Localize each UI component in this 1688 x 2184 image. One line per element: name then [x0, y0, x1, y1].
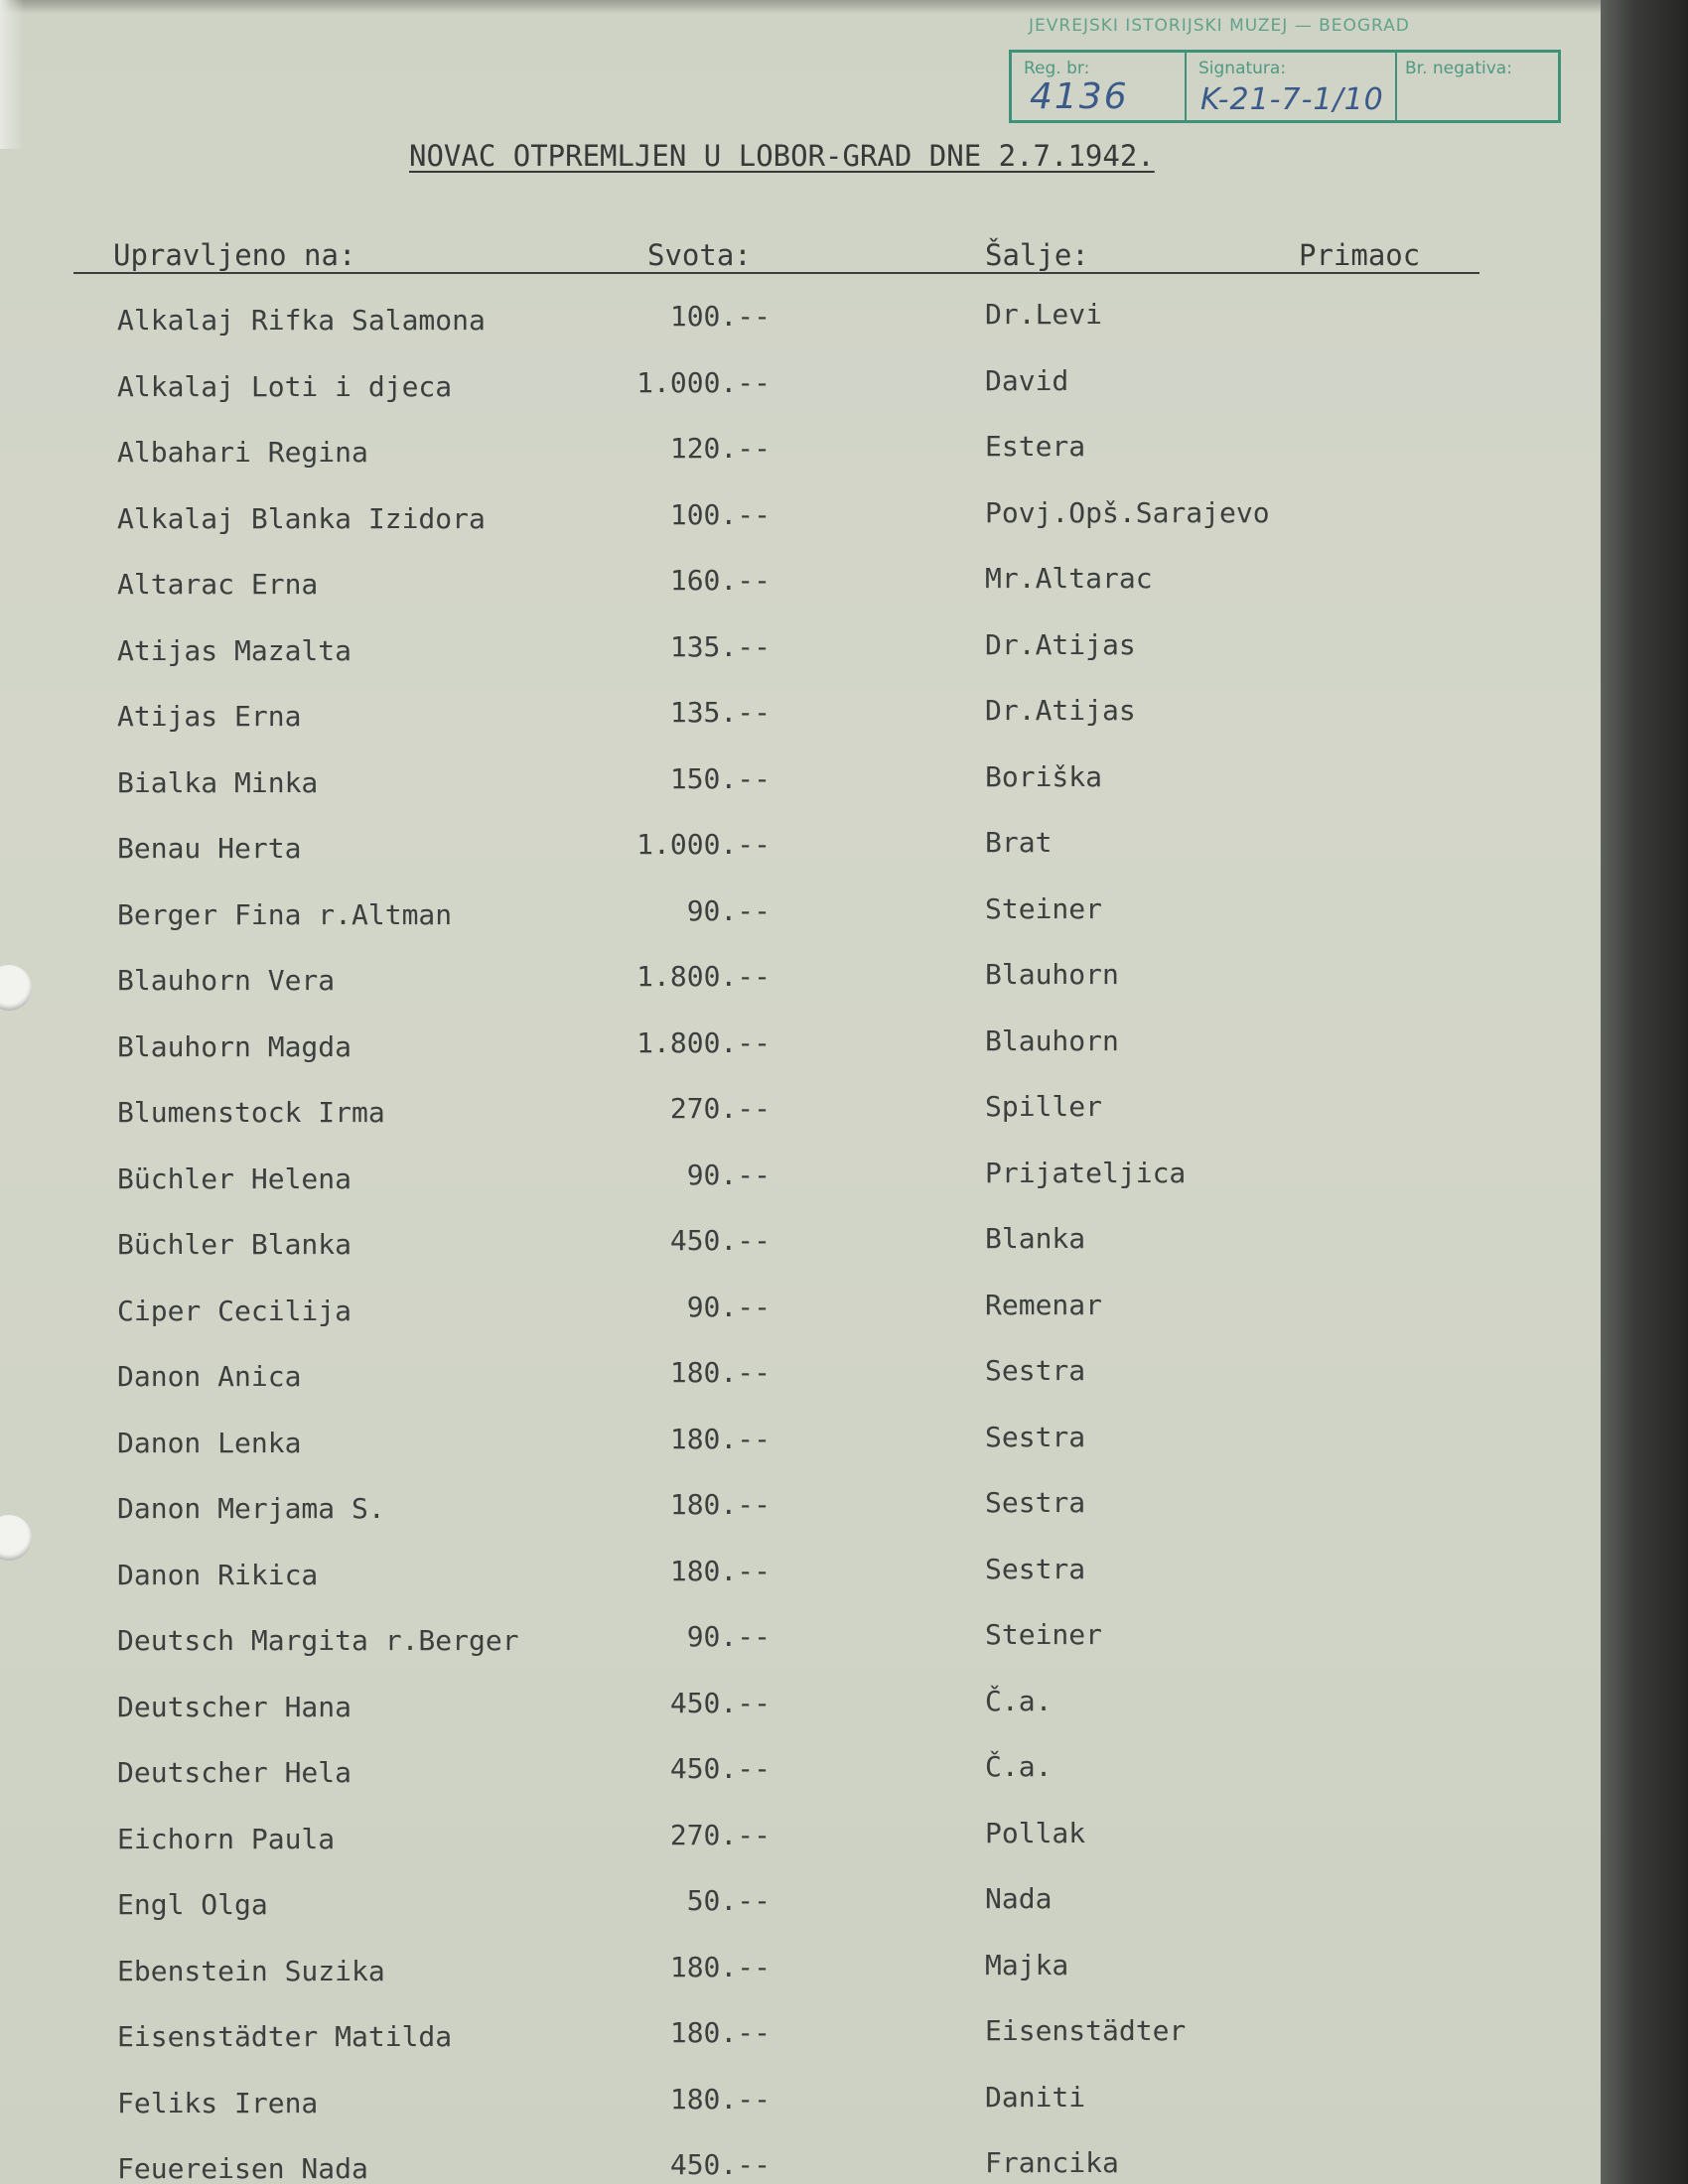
stamp-negativ-label: Br. negativa: [1405, 59, 1512, 78]
sender-name: Blanka [985, 1222, 1086, 1255]
table-row [0, 1817, 1601, 1883]
amount-value: 180.-- [669, 1356, 771, 1389]
sender-name: Spiller [985, 1090, 1103, 1123]
sender-name: Majka [985, 1948, 1069, 1981]
sender-name: Č.a. [985, 1750, 1053, 1783]
recipient-name: Deutscher Hela [117, 1756, 352, 1789]
recipient-name: Altarac Erna [117, 568, 319, 601]
stamp-signatura-cell [1187, 53, 1397, 120]
sender-name: Nada [985, 1882, 1053, 1915]
sender-name: Č.a. [985, 1684, 1053, 1717]
sender-name: Sestra [985, 1354, 1086, 1387]
recipient-name: Alkalaj Loti i djeca [117, 369, 453, 403]
recipient-name: Blumenstock Irma [117, 1096, 385, 1129]
table-row [0, 826, 1601, 892]
sender-name: Dr.Atijas [985, 627, 1136, 661]
paper-fold [0, 0, 24, 149]
recipient-name: Deutscher Hana [117, 1690, 352, 1723]
table-row [0, 628, 1601, 695]
table-row [0, 1685, 1601, 1751]
recipient-name: Feuereisen Nada [117, 2152, 368, 2184]
amount-value: 1.800.-- [636, 1025, 771, 1059]
recipient-name: Alkalaj Blanka Izidora [117, 501, 486, 535]
recipient-name: Bialka Minka [117, 765, 319, 799]
sender-name: Mr.Altarac [985, 562, 1153, 595]
column-header-sender: Šalje: [985, 238, 1089, 272]
amount-value: 450.-- [669, 1686, 771, 1719]
table-row [0, 892, 1601, 959]
amount-value: 450.-- [669, 2148, 771, 2181]
column-header-receiver: Primaoc [1299, 238, 1421, 272]
amount-value: 270.-- [669, 1818, 771, 1851]
museum-stamp-header: JEVREJSKI ISTORIJSKI MUZEJ — BEOGRAD [1029, 16, 1410, 36]
recipient-name: Danon Rikica [117, 1558, 319, 1591]
table-row [0, 1024, 1601, 1091]
sender-name: Povj.Opš.Sarajevo [985, 495, 1270, 529]
table-row [0, 1949, 1601, 2015]
table-row [0, 364, 1601, 431]
sender-name: Prijateljica [985, 1156, 1187, 1189]
sender-name: Dr.Levi [985, 298, 1103, 331]
amount-value: 100.-- [669, 300, 771, 333]
recipient-name: Feliks Irena [117, 2086, 319, 2119]
column-header-recipient: Upravljeno na: [113, 238, 356, 272]
recipient-name: Albahari Regina [117, 436, 368, 469]
recipient-name: Berger Fina r.Altman [117, 897, 453, 931]
museum-stamp [1009, 50, 1561, 123]
recipient-name: Danon Lenka [117, 1426, 302, 1459]
table-row [0, 298, 1601, 364]
sender-name: Dr.Atijas [985, 694, 1136, 727]
recipient-name: Büchler Blanka [117, 1228, 352, 1261]
table-row [0, 496, 1601, 563]
recipient-name: Engl Olga [117, 1888, 268, 1921]
table-row [0, 1157, 1601, 1223]
stamp-negativ-cell [1397, 53, 1558, 120]
sender-name: Eisenstädter [985, 2014, 1187, 2047]
recipient-name: Ebenstein Suzika [117, 1954, 385, 1987]
recipient-name: Ciper Cecilija [117, 1294, 352, 1327]
table-row [0, 2081, 1601, 2147]
amount-value: 180.-- [669, 1554, 771, 1587]
sender-name: Blauhorn [985, 1024, 1119, 1057]
sender-name: David [985, 363, 1069, 397]
amount-value: 135.-- [669, 696, 771, 729]
stamp-signatura-value: K-21-7-1/10 [1200, 82, 1384, 117]
recipient-name: Danon Merjama S. [117, 1492, 385, 1525]
amount-value: 180.-- [669, 1422, 771, 1455]
table-row [0, 1553, 1601, 1619]
table-row [0, 1882, 1601, 1949]
recipient-name: Atijas Erna [117, 700, 302, 733]
sender-name: Francika [985, 2146, 1119, 2179]
table-row [0, 958, 1601, 1024]
header-rule [73, 272, 1479, 274]
recipient-name: Büchler Helena [117, 1161, 352, 1195]
recipient-name: Deutsch Margita r.Berger [117, 1624, 519, 1657]
amount-value: 90.-- [686, 893, 771, 927]
scanner-edge [1601, 0, 1688, 2184]
amount-value: 270.-- [669, 1092, 771, 1125]
table-row [0, 1090, 1601, 1157]
stamp-reg-cell [1012, 53, 1187, 120]
table-row [0, 694, 1601, 760]
amount-value: 90.-- [686, 1290, 771, 1323]
table-row [0, 1618, 1601, 1685]
table-row [0, 562, 1601, 628]
table-row [0, 2014, 1601, 2081]
sender-name: Steiner [985, 891, 1103, 925]
amount-value: 450.-- [669, 1752, 771, 1785]
amount-value: 450.-- [669, 1224, 771, 1257]
table-row [0, 2146, 1601, 2184]
sender-name: Remenar [985, 1288, 1103, 1321]
sender-name: Brat [985, 826, 1053, 859]
column-header-amount: Svota: [647, 238, 752, 272]
amount-value: 135.-- [669, 629, 771, 663]
sender-name: Pollak [985, 1816, 1086, 1849]
recipient-name: Eisenstädter Matilda [117, 2020, 453, 2053]
recipient-name: Benau Herta [117, 832, 302, 865]
scan-top-shadow [0, 0, 1601, 14]
sender-name: Sestra [985, 1486, 1086, 1519]
recipient-name: Danon Anica [117, 1360, 302, 1393]
amount-value: 150.-- [669, 761, 771, 795]
table-row [0, 1750, 1601, 1817]
amount-value: 1.000.-- [636, 828, 771, 861]
table-row [0, 1289, 1601, 1355]
table-row [0, 1222, 1601, 1289]
table-row [0, 760, 1601, 827]
amount-value: 180.-- [669, 2082, 771, 2116]
money-transfer-table [0, 298, 1601, 2184]
amount-value: 1.000.-- [636, 365, 771, 399]
sender-name: Daniti [985, 2080, 1086, 2114]
amount-value: 180.-- [669, 1950, 771, 1983]
stamp-reg-value: 4136 [1030, 76, 1129, 117]
recipient-name: Blauhorn Vera [117, 964, 336, 997]
sender-name: Sestra [985, 1552, 1086, 1585]
table-row [0, 430, 1601, 496]
sender-name: Estera [985, 430, 1086, 463]
sender-name: Boriška [985, 759, 1103, 793]
amount-value: 90.-- [686, 1620, 771, 1653]
recipient-name: Blauhorn Magda [117, 1029, 352, 1063]
table-row [0, 1486, 1601, 1553]
sender-name: Steiner [985, 1618, 1103, 1651]
table-row [0, 1421, 1601, 1487]
amount-value: 160.-- [669, 564, 771, 597]
sender-name: Blauhorn [985, 958, 1119, 991]
amount-value: 50.-- [686, 1884, 771, 1917]
sender-name: Sestra [985, 1420, 1086, 1453]
recipient-name: Eichorn Paula [117, 1822, 336, 1855]
amount-value: 120.-- [669, 432, 771, 465]
amount-value: 1.800.-- [636, 960, 771, 993]
table-row [0, 1354, 1601, 1421]
stamp-signatura-label: Signatura: [1198, 59, 1287, 78]
amount-value: 180.-- [669, 1488, 771, 1521]
amount-value: 180.-- [669, 2016, 771, 2049]
recipient-name: Atijas Mazalta [117, 633, 352, 667]
amount-value: 100.-- [669, 497, 771, 531]
amount-value: 90.-- [686, 1158, 771, 1191]
page-title: NOVAC OTPREMLJEN U LOBOR-GRAD DNE 2.7.1942. [409, 139, 1155, 173]
recipient-name: Alkalaj Rifka Salamona [117, 304, 486, 337]
stamp-reg-label: Reg. br: [1024, 59, 1090, 78]
